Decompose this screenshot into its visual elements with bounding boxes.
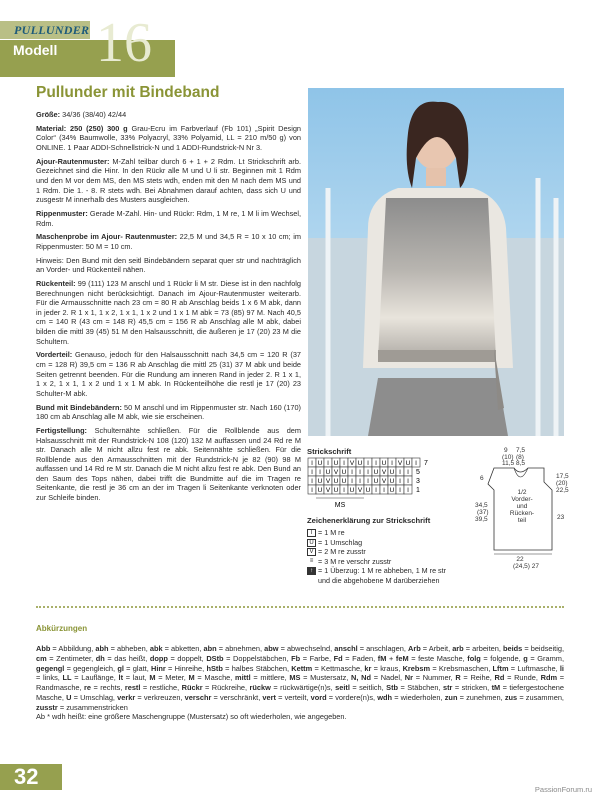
legend-text: = 1 Umschlag [318, 537, 363, 547]
dim-left-c: 39,5 [475, 516, 488, 523]
chart-symbol: I [311, 469, 313, 476]
section-3 [36, 209, 301, 228]
knitting-chart [306, 458, 436, 515]
legend-text: = 1 Überzug: 1 M re abheben, 1 M re str [318, 566, 447, 576]
dim-right-main: 23 [557, 514, 565, 521]
chart-symbol: U [389, 478, 395, 485]
section-label: Bund mit Bindebändern: [36, 402, 122, 412]
section-text: 34/36 (38/40) 42/44 [60, 110, 127, 119]
garment-schematic [475, 444, 570, 570]
legend-symbol: ↑ [307, 567, 316, 575]
abbreviations-text: Abb = Abbildung, abh = abheben, abk = abketten, abn = abnehmen, abw = abwechselnd, anschl = anschlagen, Arb = Arbeit, arb = arbeiten, beids = beidseitig, cm = Zentimeter, dh = das heißt, dopp = doppelt, DStb = Doppelstäbchen, Fb = Farbe, Fd = Faden, fM + feM = feste Masche, folg = folgende, g = Gramm, gegengl = gegengleich, gl = glatt, Hinr = Hinreihe, hStb = halbes Stäbchen, Kettm = Kettmasche, kr = kraus, Krebsm = Krebsmaschen, Lftm = Luftmasche, li = links, LL = Lauflänge, lt = laut, M = Meter, M = Masche, mittl = mittlere, MS = Mustersatz, N, Nd = Nadel, Nr = Nummer, R = Reihe, Rd = Runde, Rdm = Randmasche, re = rechts, restl = restliche, Rückr = Rückreihe, rückw = rückwärtige(n)s, seitl = seitlich, Stb = Stäbchen, str = stricken, tM = tiefergestochene Masche, U = Umschlag, verkr = verkreuzen, verschr = verschränkt, vert = verteilt, vord = vordere(n)s, wdh = wiederholen, zun = zunehmen, zus = zusammen, zusstr = zusammenstricken Ab * wdh heißt: eine größere Maschengruppe (Mustersatz) so oft wiederholen, wie angegeben. [36, 644, 565, 722]
chart-symbol: I [407, 469, 409, 476]
page-title: Pullunder mit Bindeband [36, 84, 220, 101]
chart-row-number: 7 [424, 460, 428, 467]
section-divider [36, 606, 564, 608]
dim-top-b: (8) [516, 454, 524, 461]
legend-item [307, 566, 446, 576]
symbol-legend [307, 528, 446, 586]
dim-top-left: 9 [504, 447, 508, 454]
section-text: 99 (111) 123 M anschl und 1 Rückr li M str. Diese ist in den nachfolg Berechnungen nicht berücksichtigt. Danach im Ajour-Rautenmuster weiterarb. Für die Armausschnitte nach 23 cm = 80 R ab Anschlag beids 1 x 6 M abk, dann in jeder 2. R 1 x 1, 1 x 2, 1 x 1, 1 x 2 und 1 x 1 M abk = 73 (85) 97 M. Nach 40,5 cm = 140 R (43 cm = 148 R) 45,5 cm = 156 R ab Anschlag alle M abk, dabei bilden die mittl 39 (45) 51 M den Halsausschnitt, die äußeren je 17 (20) 23 M die Schultern. [36, 279, 301, 346]
chart-symbol: V [349, 460, 355, 467]
ms-label: MS [334, 502, 346, 509]
chart-symbol: I [375, 460, 377, 467]
dim-top-c: 11,5 [502, 460, 515, 467]
dim-left-a: 34,5 [475, 502, 488, 509]
chart-row-number: 3 [416, 478, 420, 485]
legend-symbol: U [307, 539, 316, 547]
legend-item [307, 576, 446, 586]
section-label: Material: 250 (250) 300 g [36, 123, 128, 133]
chart-symbol: U [341, 469, 347, 476]
chart-symbol: V [381, 478, 387, 485]
instructions-text [36, 110, 301, 507]
dim-bottom-b: (24,5) 27 [512, 563, 540, 570]
brand-label: PULLUNDER [0, 21, 90, 39]
section-label: Ajour-Rautenmuster: [36, 156, 110, 166]
chart-symbol: V [325, 478, 331, 485]
chart-symbol: I [351, 469, 353, 476]
dim-top-mid: 7,5 [516, 447, 526, 454]
chart-symbol: V [397, 460, 403, 467]
chart-symbol: I [319, 469, 321, 476]
section-text: 50 M anschl und im Rippenmuster str. Nach 160 (170) 180 cm ab Anschlag alle M abk, wie sie erscheinen. [36, 402, 301, 422]
chart-symbol: V [333, 469, 339, 476]
legend-item [307, 538, 446, 548]
chart-symbol: U [373, 469, 379, 476]
chart-symbol: U [325, 469, 331, 476]
chart-row-number: 5 [416, 469, 420, 476]
chart-symbol: I [415, 460, 417, 467]
section-label: Rippenmuster: [36, 208, 88, 218]
chart-symbol: I [311, 487, 313, 494]
section-9 [36, 426, 301, 503]
chart-symbol: I [343, 487, 345, 494]
section-2 [36, 157, 301, 205]
section-0 [36, 110, 301, 120]
chart-symbol: V [381, 469, 387, 476]
chart-symbol: I [367, 460, 369, 467]
legend-item [307, 557, 446, 567]
chart-symbol: U [341, 478, 347, 485]
legend-symbol: ≡ [309, 557, 314, 564]
dim-left-small: 6 [480, 475, 484, 482]
section-5 [36, 256, 301, 275]
page-number: 32 [14, 764, 39, 789]
chart-symbol: I [383, 487, 385, 494]
legend-text: = 1 M re [318, 528, 345, 537]
chart-symbol: I [399, 469, 401, 476]
chart-symbol: U [389, 487, 395, 494]
chart-symbol: U [357, 460, 363, 467]
chart-symbol: I [327, 460, 329, 467]
section-label: Maschenprobe im Ajour- Rautenmuster: [36, 232, 178, 242]
chart-symbol: I [367, 469, 369, 476]
modell-label: Modell [13, 42, 58, 58]
chart-symbol: I [359, 469, 361, 476]
legend-text: = 2 M re zusstr [318, 547, 366, 557]
chart-symbol: I [311, 460, 313, 467]
chart-symbol: U [349, 487, 355, 494]
dim-right-b: (20) [556, 480, 568, 487]
section-6 [36, 279, 301, 346]
model-number: 16 [96, 12, 152, 74]
section-text: Genauso, jedoch für den Halsausschnitt nach 34,5 cm = 120 R (37 cm = 128 R) 39,5 cm = 136 R ab Anschlag die mittl 25 (31) 37 M abk und beide Seiten getrennt beenden. Für die Rundung am inneren Rand in jeder 2. R 1 x 1, 1 x 2, 1 x 1, 1 x 2 und 1 x 1 M abk. In Rückenteilhöhe die restl je 17 (20) 23 Schulter-M abk. [36, 350, 301, 398]
chart-symbol: V [357, 487, 363, 494]
chart-symbol: U [389, 469, 395, 476]
chart-symbol: I [399, 478, 401, 485]
chart-symbol: U [333, 478, 339, 485]
section-text: Gerade M-Zahl. Hin- und Rückr: Rdm, 1 M re, 1 M li im Wechsel, Rdm. [36, 208, 301, 228]
chart-symbol: I [391, 460, 393, 467]
legend-text: und die abgehobene M darüberziehen [318, 575, 440, 585]
chart-symbol: I [407, 487, 409, 494]
section-text: 22,5 M und 34,5 R = 10 x 10 cm; im Rippenmuster: 50 M = 10 cm. [36, 232, 301, 251]
section-4 [36, 232, 301, 251]
chart-row-number: 1 [416, 487, 420, 494]
model-photo [308, 88, 564, 436]
chart-symbol: U [381, 460, 387, 467]
legend-item [307, 528, 446, 538]
dim-bottom-a: 22 [516, 556, 524, 563]
chart-title: Strickschrift [307, 447, 352, 456]
dim-right-c: 22,5 [556, 487, 569, 494]
chart-symbol: U [317, 460, 323, 467]
chart-symbol: I [399, 487, 401, 494]
chart-symbol: U [317, 478, 323, 485]
chart-symbol: U [365, 487, 371, 494]
section-label: Größe: [36, 110, 61, 119]
chart-symbol: U [333, 487, 339, 494]
section-7 [36, 350, 301, 398]
chart-symbol: I [343, 460, 345, 467]
chart-symbol: I [407, 478, 409, 485]
legend-item [307, 547, 446, 557]
section-text: Schulternähte schließen. Für die Rollblende aus dem Halsausschnitt mit der Rundstrick-N 108 (120) 132 M auffassen und 24 Rd re M str. Danach alle M nicht allzu fest re abk. Seitennähte schließen. Für die Rollblende aus den Armausschnitten mit der Rundstrick-N je 82 (90) 98 M auffassen und 14 Rd re M str. Danach die M nicht allzu fest re abk. Den Bund an den Saum des Tops nähen, dabei trifft die Bundmitte auf die im Tragen re Seitenkante, die restl je 36 cm an der im Tragen li Seitenkante verknoten oder zur Schleife binden. [36, 425, 301, 503]
section-text: Hinweis: Den Bund mit den seitl Bindebändern separat quer str und nachträglich an Vorder- und Rückenteil nähen. [36, 255, 301, 275]
legend-title: Zeichenerklärung zur Strickschrift [307, 516, 431, 525]
abbreviations-title: Abkürzungen [36, 624, 88, 633]
legend-symbol: V [307, 548, 316, 556]
section-text: M-Zahl teilbar durch 6 + 1 + 2 Rdm. Lt Strickschrift arb. Gezeichnet sind die Hinr. In den Rückr alle M und U li str. Beginnen mit 1 Rdm und den M vor dem MS, den MS stets wdh, enden mit den M nach dem MS und 1 Rdm. Die 1. - 8. R stets wdh. Bei Abnahmen darauf achten, dass sich U und zusgestr M innerhalb des Musters ausgleichen. [36, 156, 301, 205]
chart-symbol: I [359, 478, 361, 485]
section-label: Rückenteil: [36, 279, 76, 289]
chart-symbol: U [373, 478, 379, 485]
section-label: Vorderteil: [36, 350, 73, 360]
section-8 [36, 403, 301, 422]
legend-text: = 3 M re verschr zusstr [318, 556, 392, 566]
chart-symbol: I [367, 478, 369, 485]
credit: PassionForum.ru [534, 785, 592, 794]
chart-symbol: I [375, 487, 377, 494]
legend-symbol: I [307, 529, 316, 537]
dim-left-b: (37) [477, 509, 489, 516]
chart-symbol: U [317, 487, 323, 494]
section-text: Grau-Ecru im Farbverlauf (Fb 101) „Spirit Design Color“ (34% Baumwolle, 33% Polyacryl, 33% Polyamid, LL = 210 m/50 g) von ONLINE. 1 Paar ADDI-Schnellstrick-N und 1 ADDI-Rundstrick-N Nr 3. [36, 123, 302, 152]
chart-symbol: I [351, 478, 353, 485]
schematic-label: 1/2 Vorder-und Rücken-teil [509, 489, 535, 524]
chart-symbol: I [311, 478, 313, 485]
dim-right-a: 17,5 [556, 473, 569, 480]
dim-top-a: (10) [502, 454, 514, 461]
chart-symbol: V [325, 487, 331, 494]
chart-symbol: U [333, 460, 339, 467]
dim-top-d: 8,5 [516, 460, 526, 467]
section-label: Fertigstellung: [36, 425, 87, 435]
chart-symbol: U [405, 460, 411, 467]
section-1 [36, 124, 301, 153]
